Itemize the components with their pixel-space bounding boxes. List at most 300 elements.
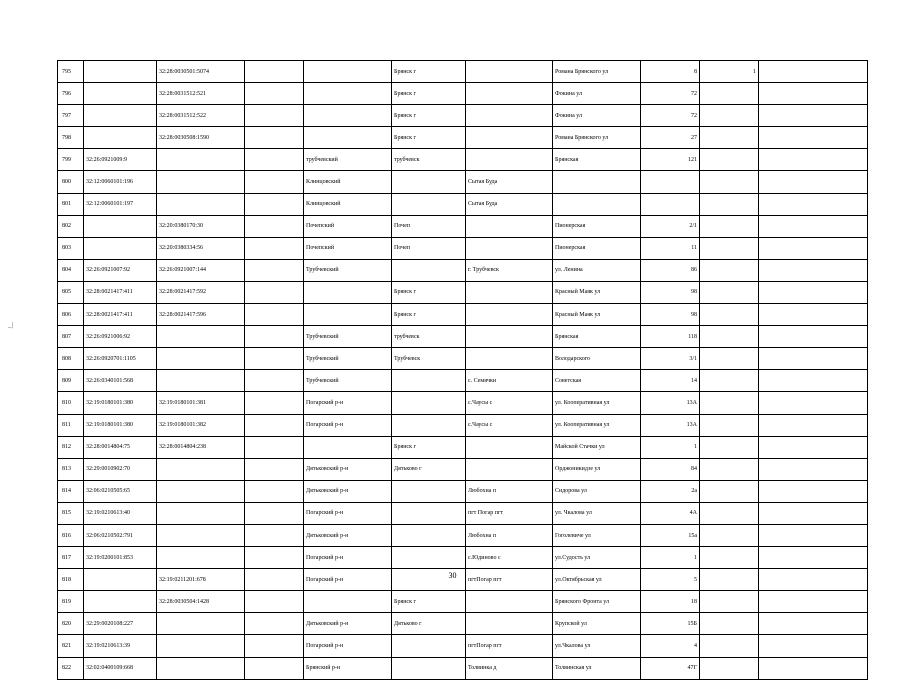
house-number-cell: 13А	[641, 392, 700, 414]
street-cell: Советская	[553, 370, 641, 392]
table-row	[58, 193, 868, 215]
street-cell: Фокина ул	[553, 83, 641, 105]
district-cell: Погарский р-н	[304, 569, 392, 591]
city-cell	[392, 547, 466, 569]
row-number: 800	[58, 171, 84, 193]
extra-cell	[700, 127, 759, 149]
cadastral-number-2	[157, 635, 245, 657]
extra-cell	[700, 237, 759, 259]
house-number-cell	[641, 171, 700, 193]
empty-cell	[759, 657, 868, 679]
empty-cell	[759, 259, 868, 281]
locality-cell: с.Юдиново с	[466, 547, 553, 569]
cadastral-number-2	[157, 149, 245, 171]
locality-cell	[466, 127, 553, 149]
street-cell: Брянская	[553, 326, 641, 348]
city-cell: Брянск г	[392, 83, 466, 105]
table-row	[58, 281, 868, 303]
district-cell: Погарский р-н	[304, 635, 392, 657]
district-cell: Трубчевский	[304, 259, 392, 281]
extra-cell	[700, 304, 759, 326]
cadastral-number-3	[245, 304, 304, 326]
house-number-cell: 2а	[641, 480, 700, 502]
city-cell: Трубчевск	[392, 348, 466, 370]
house-number-cell: 86	[641, 259, 700, 281]
city-cell	[392, 502, 466, 524]
row-number: 799	[58, 149, 84, 171]
street-cell: Орджоникидзе ул	[553, 458, 641, 480]
cadastral-number-2: 32:20:0380334:56	[157, 237, 245, 259]
cadastral-number-2	[157, 171, 245, 193]
city-cell: Брянск г	[392, 304, 466, 326]
house-number-cell: 8	[641, 61, 700, 83]
cadastral-number-3	[245, 326, 304, 348]
house-number-cell: 1	[641, 547, 700, 569]
extra-cell	[700, 524, 759, 546]
house-number-cell: 1	[641, 436, 700, 458]
cadastral-number-3	[245, 193, 304, 215]
table-row	[58, 657, 868, 679]
locality-cell	[466, 83, 553, 105]
house-number-cell: 72	[641, 83, 700, 105]
row-number: 804	[58, 259, 84, 281]
locality-cell	[466, 326, 553, 348]
row-number: 816	[58, 524, 84, 546]
cadastral-number-3	[245, 392, 304, 414]
city-cell: трубчевск	[392, 326, 466, 348]
cadastral-number-1: 32:19:0210613:40	[84, 502, 157, 524]
table-row	[58, 215, 868, 237]
house-number-cell: 47Г	[641, 657, 700, 679]
extra-cell	[700, 83, 759, 105]
empty-cell	[759, 458, 868, 480]
locality-cell: пгтПогар пгт	[466, 569, 553, 591]
district-cell	[304, 436, 392, 458]
cadastral-number-1: 32:19:0210613:39	[84, 635, 157, 657]
district-cell	[304, 105, 392, 127]
row-number: 805	[58, 281, 84, 303]
extra-cell	[700, 657, 759, 679]
row-number: 802	[58, 215, 84, 237]
cadastral-number-3	[245, 61, 304, 83]
margin-mark: _|	[8, 321, 13, 329]
row-number: 810	[58, 392, 84, 414]
locality-cell: с.Чаусы с	[466, 414, 553, 436]
street-cell: Брянского Фронта ул	[553, 591, 641, 613]
city-cell: Брянск г	[392, 591, 466, 613]
cadastral-number-3	[245, 149, 304, 171]
table-row	[58, 480, 868, 502]
cadastral-number-3	[245, 436, 304, 458]
cadastral-number-2	[157, 613, 245, 635]
cadastral-number-2: 32:19:0180101:381	[157, 392, 245, 414]
house-number-cell: 27	[641, 127, 700, 149]
street-cell	[553, 171, 641, 193]
row-number: 801	[58, 193, 84, 215]
house-number-cell: 5	[641, 569, 700, 591]
house-number-cell: 4	[641, 635, 700, 657]
city-cell	[392, 193, 466, 215]
row-number: 806	[58, 304, 84, 326]
table-row	[58, 171, 868, 193]
table-row	[58, 370, 868, 392]
cadastral-number-3	[245, 281, 304, 303]
locality-cell: пгтПогар пгт	[466, 635, 553, 657]
city-cell: Дятьково г	[392, 613, 466, 635]
table-row	[58, 127, 868, 149]
street-cell: Романа Брянского ул	[553, 127, 641, 149]
district-cell: Дятьковский р-н	[304, 458, 392, 480]
table-row	[58, 326, 868, 348]
district-cell: Погарский р-н	[304, 392, 392, 414]
locality-cell	[466, 237, 553, 259]
row-number: 818	[58, 569, 84, 591]
cadastral-number-2: 32:26:0921007:144	[157, 259, 245, 281]
table-row	[58, 105, 868, 127]
empty-cell	[759, 326, 868, 348]
cadastral-number-1: 32:26:0340101:568	[84, 370, 157, 392]
cadastral-number-2	[157, 458, 245, 480]
city-cell: Почеп	[392, 215, 466, 237]
street-cell: ул. Ленина	[553, 259, 641, 281]
street-cell: ул.Судость ул	[553, 547, 641, 569]
cadastral-number-2	[157, 547, 245, 569]
cadastral-number-2	[157, 657, 245, 679]
street-cell: Романа Брянского ул	[553, 61, 641, 83]
row-number: 798	[58, 127, 84, 149]
house-number-cell: 15а	[641, 524, 700, 546]
locality-cell: с.Чаусы с	[466, 392, 553, 414]
empty-cell	[759, 348, 868, 370]
district-cell	[304, 591, 392, 613]
extra-cell	[700, 436, 759, 458]
cadastral-number-1: 32:12:0060101:196	[84, 171, 157, 193]
locality-cell	[466, 613, 553, 635]
cadastral-number-2	[157, 524, 245, 546]
cadastral-number-2: 32:28:0014804:238	[157, 436, 245, 458]
locality-cell	[466, 436, 553, 458]
district-cell: Почепский	[304, 215, 392, 237]
table-row	[58, 392, 868, 414]
house-number-cell: 3/1	[641, 348, 700, 370]
row-number: 812	[58, 436, 84, 458]
cadastral-number-2: 32:28:0021417:592	[157, 281, 245, 303]
house-number-cell: 13А	[641, 414, 700, 436]
cadastral-number-1: 32:28:0021417:411	[84, 281, 157, 303]
cadastral-number-1: 32:29:0010902:70	[84, 458, 157, 480]
city-cell	[392, 635, 466, 657]
cadastral-number-3	[245, 171, 304, 193]
table-row	[58, 414, 868, 436]
row-number: 820	[58, 613, 84, 635]
row-number: 822	[58, 657, 84, 679]
row-number: 821	[58, 635, 84, 657]
row-number: 817	[58, 547, 84, 569]
empty-cell	[759, 193, 868, 215]
city-cell: Почеп	[392, 237, 466, 259]
empty-cell	[759, 414, 868, 436]
extra-cell	[700, 370, 759, 392]
house-number-cell: 4А	[641, 502, 700, 524]
cadastral-number-2	[157, 348, 245, 370]
empty-cell	[759, 237, 868, 259]
house-number-cell: 14	[641, 370, 700, 392]
house-number-cell: 98	[641, 304, 700, 326]
city-cell	[392, 259, 466, 281]
locality-cell	[466, 281, 553, 303]
extra-cell	[700, 149, 759, 171]
cadastral-number-3	[245, 657, 304, 679]
city-cell	[392, 370, 466, 392]
street-cell: Красный Маяк ул	[553, 304, 641, 326]
cadastral-number-2: 32:19:0180101:382	[157, 414, 245, 436]
cadastral-number-3	[245, 591, 304, 613]
empty-cell	[759, 83, 868, 105]
city-cell	[392, 414, 466, 436]
district-cell: Погарский р-н	[304, 414, 392, 436]
table-body	[58, 61, 868, 680]
cadastral-number-3	[245, 259, 304, 281]
locality-cell: Толвинка д	[466, 657, 553, 679]
locality-cell	[466, 458, 553, 480]
empty-cell	[759, 149, 868, 171]
locality-cell: Сытая Буда	[466, 193, 553, 215]
locality-cell: пгт Погар пгт	[466, 502, 553, 524]
empty-cell	[759, 635, 868, 657]
table-row	[58, 237, 868, 259]
cadastral-number-1: 32:12:0060101:197	[84, 193, 157, 215]
cadastral-number-2: 32:28:0031512:521	[157, 83, 245, 105]
cadastral-number-2: 32:28:0031512:522	[157, 105, 245, 127]
street-cell: Крупской ул	[553, 613, 641, 635]
row-number: 797	[58, 105, 84, 127]
cadastral-number-3	[245, 524, 304, 546]
cadastral-number-2	[157, 502, 245, 524]
district-cell: Трубчевский	[304, 370, 392, 392]
locality-cell	[466, 215, 553, 237]
cadastral-number-3	[245, 414, 304, 436]
extra-cell	[700, 613, 759, 635]
city-cell: Дятьково г	[392, 458, 466, 480]
empty-cell	[759, 215, 868, 237]
city-cell: Брянск г	[392, 105, 466, 127]
extra-cell	[700, 480, 759, 502]
street-cell: ул. Чкалова ул	[553, 502, 641, 524]
cadastral-number-1: 32:06:0210502:791	[84, 524, 157, 546]
empty-cell	[759, 105, 868, 127]
house-number-cell: 2/1	[641, 215, 700, 237]
street-cell: Красный Маяк ул	[553, 281, 641, 303]
extra-cell	[700, 458, 759, 480]
cadastral-number-2	[157, 480, 245, 502]
locality-cell	[466, 591, 553, 613]
city-cell	[392, 524, 466, 546]
district-cell: Трубчевский	[304, 348, 392, 370]
extra-cell	[700, 193, 759, 215]
row-number: 813	[58, 458, 84, 480]
district-cell: Клинцовский	[304, 171, 392, 193]
cadastral-number-1: 32:29:0020108:227	[84, 613, 157, 635]
table-row	[58, 304, 868, 326]
extra-cell	[700, 105, 759, 127]
cadastral-number-1: 32:28:0021417:411	[84, 304, 157, 326]
table-row	[58, 547, 868, 569]
house-number-cell: 15Б	[641, 613, 700, 635]
district-cell: Клинцовский	[304, 193, 392, 215]
row-number: 819	[58, 591, 84, 613]
street-cell: ул.Октябрьская ул	[553, 569, 641, 591]
locality-cell: с. Семячки	[466, 370, 553, 392]
table-row	[58, 259, 868, 281]
row-number: 808	[58, 348, 84, 370]
row-number: 809	[58, 370, 84, 392]
row-number: 811	[58, 414, 84, 436]
street-cell	[553, 193, 641, 215]
cadastral-number-3	[245, 480, 304, 502]
cadastral-number-2: 32:28:0030504:1428	[157, 591, 245, 613]
district-cell: Дятьковский р-н	[304, 613, 392, 635]
cadastral-number-1: 32:26:0920701:1105	[84, 348, 157, 370]
city-cell: Брянск г	[392, 436, 466, 458]
cadastral-number-2: 32:19:0211201:678	[157, 569, 245, 591]
cadastral-number-2	[157, 326, 245, 348]
locality-cell	[466, 61, 553, 83]
cadastral-number-1: 32:19:0200101:853	[84, 547, 157, 569]
city-cell	[392, 171, 466, 193]
page-number: 30	[448, 571, 457, 580]
locality-cell	[466, 105, 553, 127]
table-row	[58, 436, 868, 458]
cadastral-number-2	[157, 370, 245, 392]
cadastral-number-1: 32:19:0180101:380	[84, 414, 157, 436]
street-cell: Брянская	[553, 149, 641, 171]
locality-cell: Любохна п	[466, 524, 553, 546]
city-cell: Брянск г	[392, 61, 466, 83]
extra-cell	[700, 392, 759, 414]
empty-cell	[759, 392, 868, 414]
street-cell: Майской Стачки ул	[553, 436, 641, 458]
extra-cell	[700, 591, 759, 613]
district-cell: Погарский р-н	[304, 547, 392, 569]
district-cell	[304, 127, 392, 149]
cadastral-number-1: 32:26:0921007:92	[84, 259, 157, 281]
cadastral-number-1: 32:26:0921009:9	[84, 149, 157, 171]
cadastral-number-1	[84, 83, 157, 105]
city-cell: Брянск г	[392, 127, 466, 149]
house-number-cell: 72	[641, 105, 700, 127]
street-cell: Фокина ул	[553, 105, 641, 127]
district-cell: Почепский	[304, 237, 392, 259]
cadastral-number-3	[245, 613, 304, 635]
locality-cell: Любохна п	[466, 480, 553, 502]
property-table	[57, 60, 868, 680]
cadastral-number-2: 32:28:0030508:1590	[157, 127, 245, 149]
street-cell: Толвинская ул	[553, 657, 641, 679]
extra-cell	[700, 215, 759, 237]
cadastral-number-1: 32:26:0921006:92	[84, 326, 157, 348]
empty-cell	[759, 171, 868, 193]
cadastral-number-3	[245, 502, 304, 524]
row-number: 815	[58, 502, 84, 524]
city-cell	[392, 480, 466, 502]
table-row	[58, 524, 868, 546]
city-cell: трубчевск	[392, 149, 466, 171]
table-row	[58, 613, 868, 635]
city-cell: Брянск г	[392, 281, 466, 303]
house-number-cell: 121	[641, 149, 700, 171]
extra-cell: 1	[700, 61, 759, 83]
locality-cell	[466, 149, 553, 171]
district-cell	[304, 83, 392, 105]
street-cell: Гоголевиче ул	[553, 524, 641, 546]
street-cell: ул. Кооперативная ул	[553, 414, 641, 436]
city-cell	[392, 657, 466, 679]
extra-cell	[700, 281, 759, 303]
empty-cell	[759, 591, 868, 613]
cadastral-number-1	[84, 105, 157, 127]
empty-cell	[759, 61, 868, 83]
district-cell	[304, 61, 392, 83]
extra-cell	[700, 502, 759, 524]
house-number-cell: 98	[641, 281, 700, 303]
empty-cell	[759, 524, 868, 546]
row-number: 795	[58, 61, 84, 83]
table-row	[58, 83, 868, 105]
row-number: 796	[58, 83, 84, 105]
cadastral-number-1	[84, 591, 157, 613]
cadastral-number-1: 32:19:0180101:380	[84, 392, 157, 414]
district-cell	[304, 304, 392, 326]
empty-cell	[759, 370, 868, 392]
district-cell: Трубчевский	[304, 326, 392, 348]
table-row	[58, 61, 868, 83]
cadastral-number-2: 32:28:0030501:5074	[157, 61, 245, 83]
row-number: 807	[58, 326, 84, 348]
extra-cell	[700, 635, 759, 657]
extra-cell	[700, 547, 759, 569]
cadastral-number-1	[84, 237, 157, 259]
cadastral-number-3	[245, 370, 304, 392]
house-number-cell: 118	[641, 326, 700, 348]
table-row	[58, 635, 868, 657]
empty-cell	[759, 304, 868, 326]
house-number-cell: 11	[641, 237, 700, 259]
street-cell: Пионерская	[553, 215, 641, 237]
cadastral-number-3	[245, 215, 304, 237]
district-cell: Дятьковский р-н	[304, 480, 392, 502]
cadastral-number-1	[84, 61, 157, 83]
locality-cell: г. Трубчевск	[466, 259, 553, 281]
cadastral-number-3	[245, 635, 304, 657]
cadastral-number-1: 32:28:0014804:75	[84, 436, 157, 458]
district-cell: Дятьковский р-н	[304, 524, 392, 546]
street-cell: ул. Кооперативная ул	[553, 392, 641, 414]
street-cell: Пионерская	[553, 237, 641, 259]
cadastral-number-3	[245, 105, 304, 127]
extra-cell	[700, 259, 759, 281]
street-cell: Сидорова ул	[553, 480, 641, 502]
cadastral-number-3	[245, 547, 304, 569]
house-number-cell: 18	[641, 591, 700, 613]
table-row	[58, 348, 868, 370]
cadastral-number-2	[157, 193, 245, 215]
table-row	[58, 149, 868, 171]
cadastral-number-3	[245, 348, 304, 370]
district-cell: Брянский р-н	[304, 657, 392, 679]
empty-cell	[759, 436, 868, 458]
row-number: 814	[58, 480, 84, 502]
extra-cell	[700, 348, 759, 370]
